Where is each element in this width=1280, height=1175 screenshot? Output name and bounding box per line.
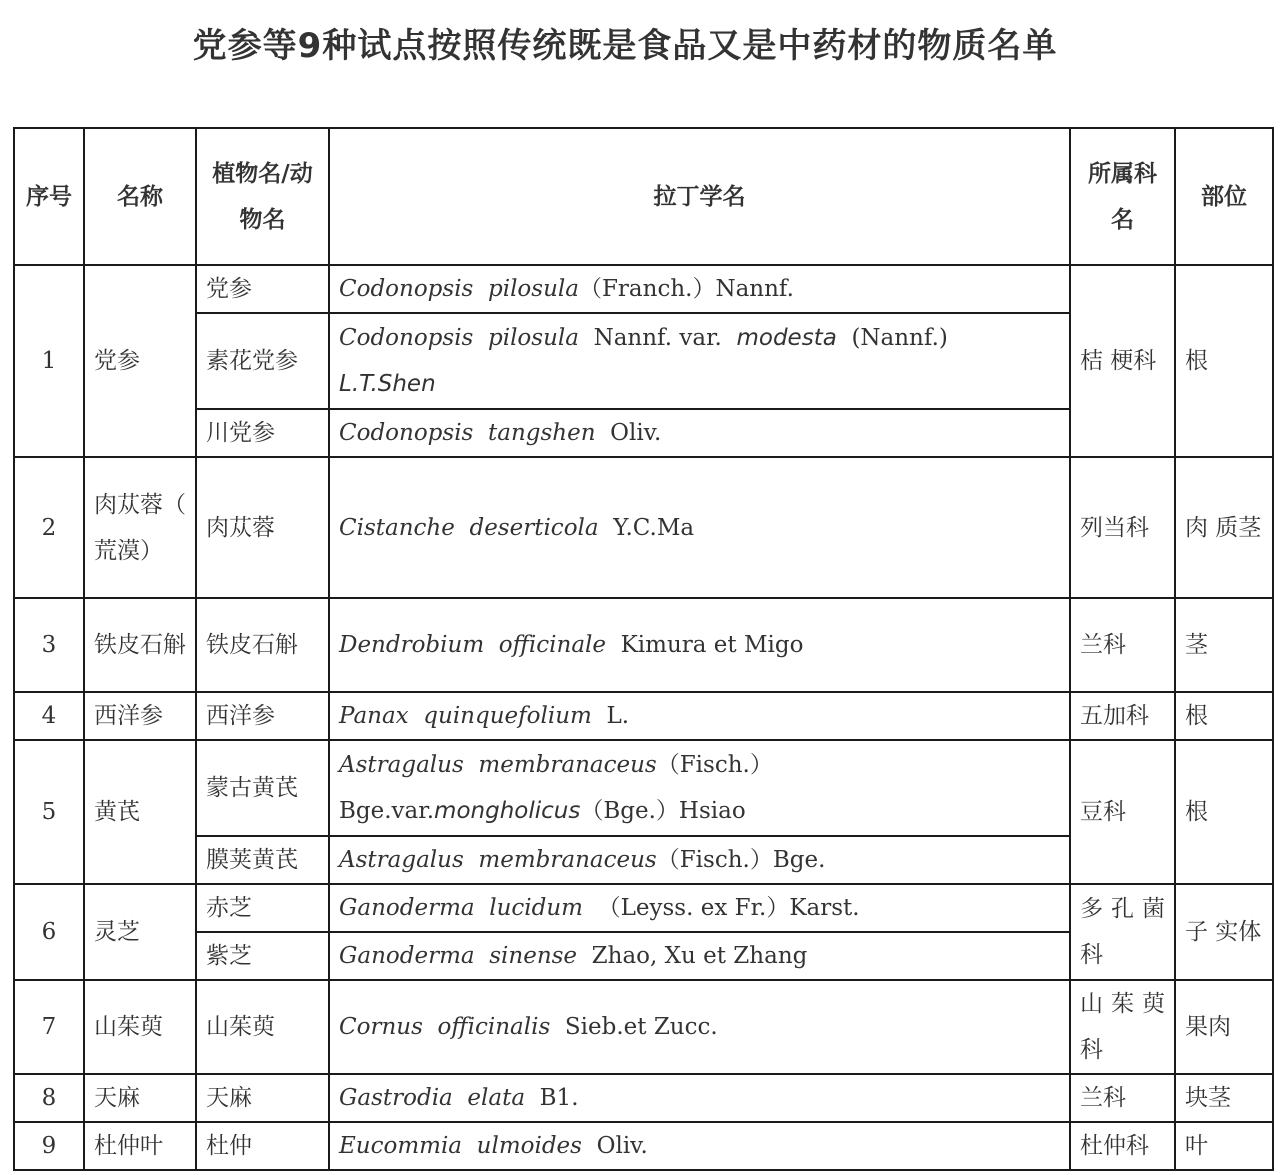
row-latin — [329, 265, 1070, 313]
latin-author: (Nannf.) — [851, 325, 948, 351]
row-family: 桔 梗科 — [1070, 265, 1175, 457]
latin-genus: Cornus — [339, 1014, 423, 1040]
latin-author: （Bge.）Hsiao — [580, 798, 746, 824]
latin-genus: Astragalus — [339, 847, 464, 873]
header-family: 所属科名 — [1070, 128, 1175, 265]
row-part: 肉 质茎 — [1175, 457, 1273, 598]
row-no: 8 — [14, 1074, 84, 1122]
latin-author: Zhao, Xu et Zhang — [591, 943, 808, 969]
row-family: 杜仲科 — [1070, 1122, 1175, 1170]
latin-genus: Codonopsis — [339, 276, 474, 302]
row-plant: 蒙古黄芪 — [196, 740, 329, 836]
row-no: 1 — [14, 265, 84, 457]
table-header-row — [14, 128, 1273, 265]
row-latin — [329, 313, 1070, 409]
row-part: 块茎 — [1175, 1074, 1273, 1122]
latin-species: membranaceus — [478, 752, 657, 778]
row-name: 杜仲叶 — [84, 1122, 196, 1170]
latin-author: （Fisch.）Bge. — [656, 847, 826, 873]
row-no: 3 — [14, 598, 84, 692]
row-plant: 天麻 — [196, 1074, 329, 1122]
row-no: 6 — [14, 884, 84, 980]
latin-species: tangshen — [488, 420, 596, 446]
latin-genus: Codonopsis — [339, 325, 474, 351]
row-latin — [329, 457, 1070, 598]
header-latin: 拉丁学名 — [329, 128, 1070, 265]
row-part: 根 — [1175, 692, 1273, 740]
latin-author: Bge.var. — [339, 798, 435, 824]
latin-species: ulmoides — [476, 1133, 582, 1159]
header-name: 名称 — [84, 128, 196, 265]
latin-species: quinquefolium — [423, 703, 592, 729]
row-plant: 杜仲 — [196, 1122, 329, 1170]
row-plant: 川党参 — [196, 409, 329, 457]
latin-author: Oliv. — [596, 1133, 648, 1159]
latin-genus: Gastrodia — [339, 1085, 453, 1111]
latin-genus: Panax — [339, 703, 409, 729]
table-row — [14, 740, 1273, 836]
row-part: 根 — [1175, 740, 1273, 884]
table-row — [14, 598, 1273, 692]
latin-genus: Eucommia — [339, 1133, 463, 1159]
row-name: 灵芝 — [84, 884, 196, 980]
table-row — [14, 1074, 1273, 1122]
row-latin — [329, 598, 1070, 692]
latin-genus: Cistanche — [339, 514, 455, 541]
latin-author: Sieb.et Zucc. — [564, 1014, 718, 1040]
row-name: 西洋参 — [84, 692, 196, 740]
row-family: 山茱萸科 — [1070, 980, 1175, 1074]
row-no: 2 — [14, 457, 84, 598]
latin-author: Y.C.Ma — [613, 514, 695, 541]
row-family: 豆科 — [1070, 740, 1175, 884]
row-latin — [329, 980, 1070, 1074]
header-part: 部位 — [1175, 128, 1273, 265]
row-plant: 肉苁蓉 — [196, 457, 329, 598]
row-family: 兰科 — [1070, 598, 1175, 692]
row-family: 多孔菌科 — [1070, 884, 1175, 980]
latin-author: L. — [606, 703, 630, 729]
row-family: 列当科 — [1070, 457, 1175, 598]
latin-species: officinalis — [437, 1014, 551, 1040]
latin-genus: Astragalus — [339, 752, 464, 778]
row-name: 天麻 — [84, 1074, 196, 1122]
latin-variety: modesta — [736, 325, 837, 351]
latin-genus: Ganoderma — [339, 943, 475, 969]
header-plant: 植物名/动物名 — [196, 128, 329, 265]
row-plant: 膜荚黄芪 — [196, 836, 329, 884]
latin-species: sinense — [489, 943, 578, 969]
latin-author: （Franch.）Nannf. — [578, 276, 794, 302]
row-part: 果肉 — [1175, 980, 1273, 1074]
row-no: 9 — [14, 1122, 84, 1170]
latin-species: pilosula — [488, 276, 579, 302]
row-plant: 紫芝 — [196, 932, 329, 980]
latin-author: L.T.Shen — [339, 371, 436, 397]
row-latin — [329, 884, 1070, 932]
latin-genus: Dendrobium — [339, 632, 485, 658]
page-title: 党参等9种试点按照传统既是食品又是中药材的物质名单 — [192, 26, 1058, 66]
table-row — [14, 692, 1273, 740]
latin-author: Nannf. var. — [593, 325, 722, 351]
table-row — [14, 980, 1273, 1074]
row-name: 铁皮石斛 — [84, 598, 196, 692]
row-plant: 铁皮石斛 — [196, 598, 329, 692]
latin-species: membranaceus — [478, 847, 657, 873]
header-no: 序号 — [14, 128, 84, 265]
row-latin — [329, 1122, 1070, 1170]
latin-author: （Fisch.） — [656, 752, 773, 778]
row-part: 根 — [1175, 265, 1273, 457]
latin-author: Kimura et Migo — [620, 632, 804, 658]
latin-genus: Codonopsis — [339, 420, 474, 446]
row-latin — [329, 409, 1070, 457]
row-family: 五加科 — [1070, 692, 1175, 740]
row-plant: 山茱萸 — [196, 980, 329, 1074]
row-family: 兰科 — [1070, 1074, 1175, 1122]
row-latin — [329, 692, 1070, 740]
row-plant: 赤芝 — [196, 884, 329, 932]
table-row — [14, 265, 1273, 313]
row-plant: 素花党参 — [196, 313, 329, 409]
row-no: 5 — [14, 740, 84, 884]
row-latin — [329, 836, 1070, 884]
row-no: 7 — [14, 980, 84, 1074]
row-latin — [329, 740, 1070, 836]
row-latin — [329, 932, 1070, 980]
row-plant: 党参 — [196, 265, 329, 313]
latin-species: elata — [467, 1085, 526, 1111]
substance-list-table — [13, 127, 1274, 1171]
row-name: 山茱萸 — [84, 980, 196, 1074]
table-row — [14, 884, 1273, 932]
row-part: 叶 — [1175, 1122, 1273, 1170]
latin-species: pilosula — [488, 325, 579, 351]
latin-species: lucidum — [489, 895, 583, 921]
row-latin — [329, 1074, 1070, 1122]
latin-variety: mongholicus — [434, 798, 581, 824]
latin-genus: Ganoderma — [339, 895, 475, 921]
table-row — [14, 457, 1273, 598]
latin-author: B1. — [539, 1085, 579, 1111]
row-part: 子 实体 — [1175, 884, 1273, 980]
row-name: 黄芪 — [84, 740, 196, 884]
latin-species: deserticola — [469, 514, 599, 541]
latin-author: Oliv. — [610, 420, 662, 446]
latin-species: officinale — [498, 632, 606, 658]
table-row — [14, 1122, 1273, 1170]
row-part: 茎 — [1175, 598, 1273, 692]
latin-author: （Leyss. ex Fr.）Karst. — [597, 895, 860, 921]
row-no: 4 — [14, 692, 84, 740]
row-plant: 西洋参 — [196, 692, 329, 740]
row-name: 党参 — [84, 265, 196, 457]
row-name: 肉苁蓉（ 荒漠） — [84, 457, 196, 598]
